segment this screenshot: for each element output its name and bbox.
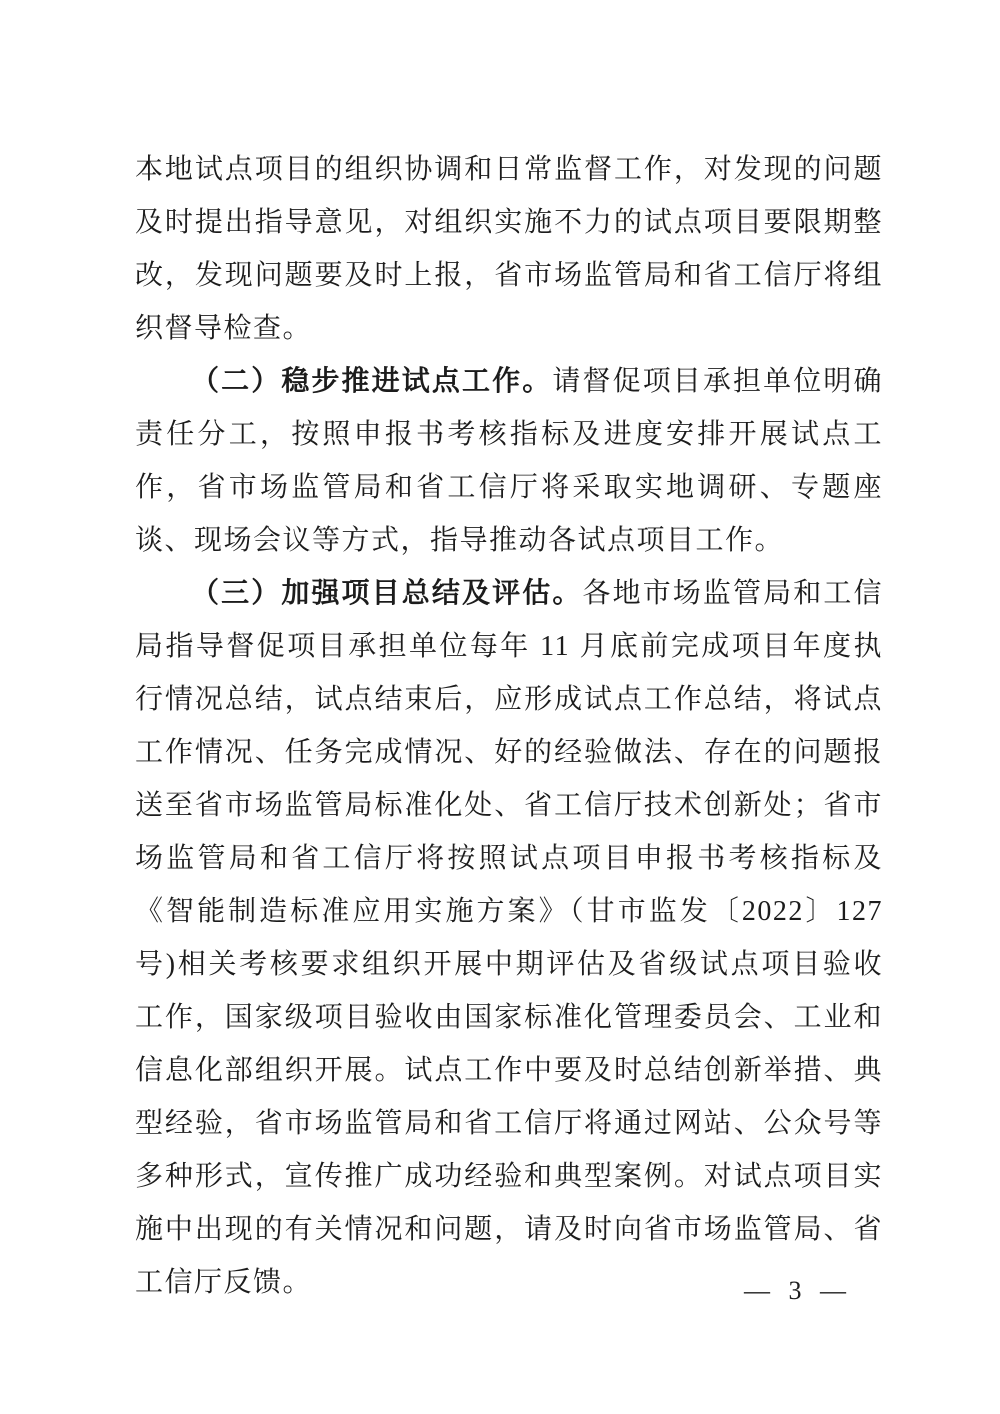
paragraph-text: 请督促项目承担单位明确责任分工，按照申报书考核指标及进度安排开展试点工作，省市场监管局和省工信厅将采取实地调研、专题座谈、现场会议等方式，指导推动各试点项目工作。 [135,366,883,556]
section-heading-2: （二）稳步推进试点工作。 [191,366,553,397]
page-number: — 3 — [744,1276,852,1305]
paragraph-continuation [135,143,883,355]
paragraph-text: 本地试点项目的组织协调和日常监督工作，对发现的问题及时提出指导意见，对组织实施不力的试点项目要限期整改，发现问题要及时上报，省市场监管局和省工信厅将组织督导检查。 [135,154,883,344]
paragraph-text: 各地市场监管局和工信局指导督促项目承担单位每年 11 月底前完成项目年度执行情况总结，试点结束后，应形成试点工作总结，将试点工作情况、任务完成情况、好的经验做法、存在的问题报送至省市场监管局标准化处、省工信厅技术创新处；省市场监管局和省工信厅将按照试点项目申报书考核指标及《智能制造标准应用实施方案》（甘市监发〔2022〕127 号)相关考核要求组织开展中期评估及省级试点项目验收工作，国家级项目验收由国家标准化管理委员会、工业和信息化部组织开展。试点工作中要及时总结创新举措、典型经验，省市场监管局和省工信厅将通过网站、公众号等多种形式，宣传推广成功经验和典型案例。对试点项目实施中出现的有关情况和问题，请及时向省市场监管局、省工信厅反馈。 [135,578,883,1298]
section-heading-3: （三）加强项目总结及评估。 [191,578,583,609]
document-body [135,143,883,1309]
paragraph-section-3 [135,567,883,1309]
paragraph-section-2 [135,355,883,567]
